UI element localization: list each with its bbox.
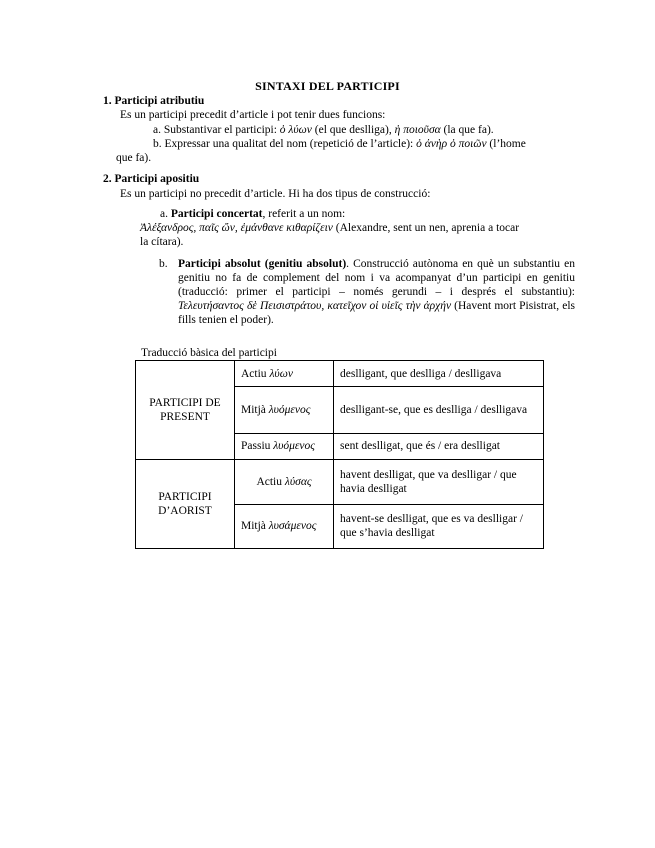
example-translation: (Alexandre, sent un nen, aprenia a tocar (332, 222, 520, 234)
voice-label: Mitjà (241, 520, 269, 533)
section-1-heading: 1. Participi atributiu (103, 95, 205, 107)
voice-label: Passiu (241, 440, 274, 453)
section-2-item-b (178, 257, 575, 327)
page-title: SINTAXI DEL PARTICIPI (255, 79, 400, 93)
table-caption: Traducció bàsica del participi (141, 347, 277, 359)
section-2-item-a-example (140, 221, 519, 235)
item-a-text: (la que fa). (440, 124, 494, 136)
participle-table (135, 360, 544, 549)
section-2-item-a (160, 207, 345, 221)
greek-text: Τελευτήσαντος δὲ Πεισιστράτου, κατεῖχον οἱ υἱεῖς τὴν ἀρχήν (178, 300, 452, 312)
item-b-term: Participi absolut (genitiu absolut) (178, 258, 347, 270)
greek-form: λύσας (284, 475, 312, 488)
item-a-text: a. (160, 208, 171, 220)
item-a-text: , referit a un nom: (262, 208, 346, 220)
section-2-item-a-example-cont: la cítara). (140, 236, 184, 248)
greek-form: λύων (269, 367, 293, 380)
group-present: PARTICIPI DE PRESENT (136, 361, 235, 460)
greek-form: λυόμενος (273, 440, 315, 453)
translation-cell: sent deslligat, que és / era deslligat (334, 433, 544, 459)
greek-text: Ἀλέξανδρος, παῖς ὤν, ἐμάνθανε κιθαρίζειν (140, 222, 333, 234)
section-2-item-b-marker: b. (159, 258, 168, 270)
section-1-item-a (153, 123, 494, 137)
voice-cell (235, 460, 334, 505)
translation-cell: havent-se deslligat, que es va deslligar / que s’havia deslligat (334, 504, 544, 549)
greek-text: ὁ λύων (279, 124, 312, 136)
group-aorist: PARTICIPI D’AORIST (136, 460, 235, 549)
voice-label: Actiu (241, 367, 270, 380)
greek-text: ὁ ἀνὴρ ὁ ποιῶν (416, 138, 487, 150)
voice-cell (235, 504, 334, 549)
translation-cell: deslligant-se, que es deslliga / deslligava (334, 387, 544, 433)
section-2-intro: Es un participi no precedit d’article. Hi ha dos tipus de construcció: (120, 188, 431, 200)
voice-cell (235, 387, 334, 433)
item-b-text: (Havent mort Pisistrat, els fills tenien el poder). (178, 300, 575, 326)
item-b-text: . Construcció autònoma en què un substantiu en genitiu no fa de complement del nom i va acompanyat d’un participi en genitiu (traducció: primer el participi – només gerundi – i després el substantiu): (178, 258, 575, 298)
translation-cell: deslligant, que deslliga / deslligava (334, 361, 544, 387)
section-2-heading: 2. Participi apositiu (103, 173, 200, 185)
table-row (136, 361, 544, 387)
section-1-item-b-cont: que fa). (116, 152, 152, 164)
voice-cell (235, 361, 334, 387)
section-1-item-b (153, 137, 526, 151)
item-a-text: (el que deslliga), (311, 124, 395, 136)
greek-form: λυσάμενος (268, 520, 317, 533)
item-a-term: Participi concertat (170, 208, 263, 220)
voice-label: Mitjà (241, 403, 269, 416)
greek-form: λυόμενος (268, 403, 311, 416)
voice-label: Actiu (256, 475, 285, 488)
section-1-intro: Es un participi precedit d’article i pot tenir dues funcions: (120, 109, 386, 121)
item-b-text: (l’home (486, 138, 526, 150)
translation-cell: havent deslligat, que va deslligar / que havia deslligat (334, 460, 544, 505)
item-b-text: b. Expressar una qualitat del nom (repetició de l’article): (153, 138, 417, 150)
table-row (136, 460, 544, 505)
voice-cell (235, 433, 334, 459)
greek-text: ἡ ποιοῦσα (394, 124, 441, 136)
item-a-text: a. Substantivar el participi: (153, 124, 280, 136)
